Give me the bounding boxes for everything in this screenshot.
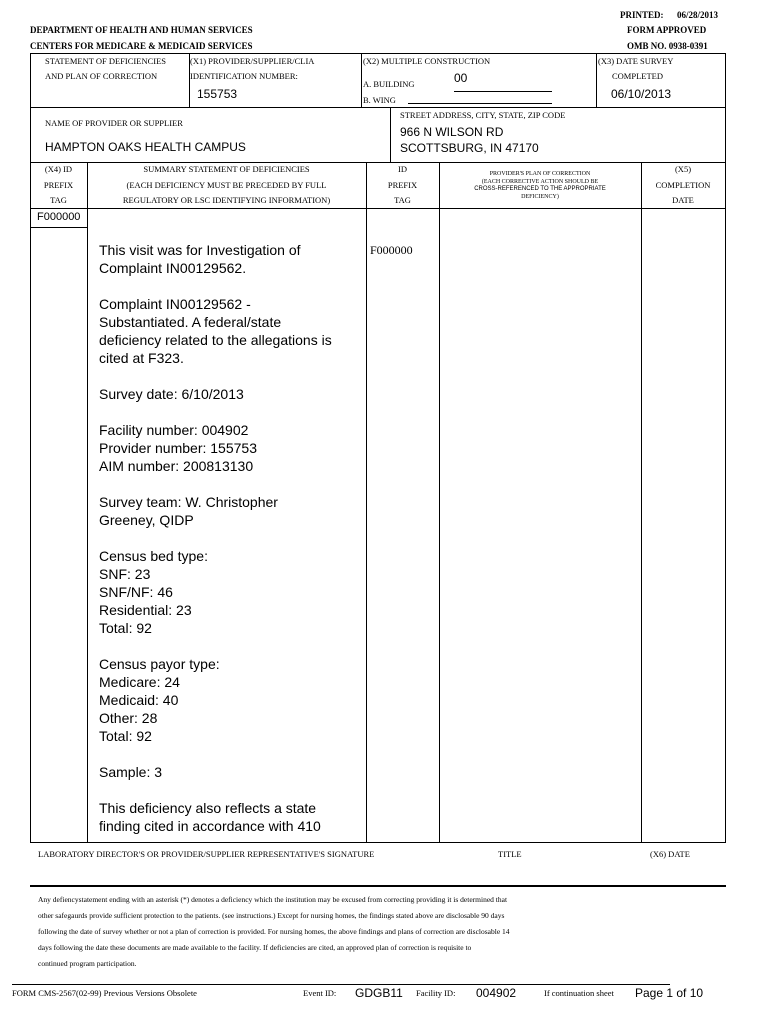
statement-line: Census bed type:: [99, 548, 208, 564]
statement-line: Residential: 23: [99, 602, 192, 618]
omb-number: OMB NO. 0938-0391: [627, 41, 708, 51]
plan-header-2: (EACH CORRECTIVE ACTION SHOULD BE: [481, 179, 599, 185]
provider-name: HAMPTON OAKS HEALTH CAMPUS: [45, 140, 246, 154]
x1-label-1: (X1) PROVIDER/SUPPLIER/CLIA: [190, 56, 315, 66]
statement-line: This deficiency also reflects a state: [99, 800, 317, 816]
summary-header-2: (EACH DEFICIENCY MUST BE PRECEDED BY FULL: [126, 180, 327, 190]
statement-label-1: STATEMENT OF DEFICIENCIES: [45, 56, 167, 66]
x1-label-2: IDENTIFICATION NUMBER:: [190, 71, 298, 81]
provider-number-field: 155753: [197, 87, 238, 101]
provider-name-label: NAME OF PROVIDER OR SUPPLIER: [45, 118, 183, 128]
id-header-2: PREFIX: [387, 180, 418, 190]
x6-date-label: (X6) DATE: [650, 849, 690, 859]
x3-label-2: COMPLETED: [612, 71, 663, 81]
statement-line: Medicaid: 40: [99, 692, 179, 708]
statement-line: Facility number: 004902: [99, 422, 249, 438]
disclaimer-line: Any defiencystatement ending with an asterisk (*) denotes a deficiency which the institution may be excused from correcting providing it is determined that: [38, 895, 508, 904]
x3-label-1: (X3) DATE SURVEY: [598, 56, 674, 66]
id-tag: F000000: [370, 243, 413, 257]
statement-line: [99, 367, 332, 385]
signature-label: LABORATORY DIRECTOR'S OR PROVIDER/SUPPLIER REPRESENTATIVE'S SIGNATURE: [38, 849, 375, 859]
statement-line: [99, 781, 332, 799]
x5-header-1: (X5): [674, 164, 692, 174]
address-line-1: 966 N WILSON RD: [400, 125, 504, 139]
statement-line: Total: 92: [99, 728, 152, 744]
plan-header-1: PROVIDER'S PLAN OF CORRECTION: [489, 171, 591, 177]
statement-line: Substantiated. A federal/state: [99, 314, 282, 330]
statement-line: Census payor type:: [99, 656, 220, 672]
printed-label: PRINTED:: [620, 10, 664, 20]
title-label: TITLE: [498, 849, 522, 859]
x2-label: (X2) MULTIPLE CONSTRUCTION: [363, 56, 491, 66]
statement-line: Complaint IN00129562 -: [99, 296, 251, 312]
x4-header-2: PREFIX: [43, 180, 74, 190]
statement-line: [99, 403, 332, 421]
id-header-3: TAG: [394, 195, 411, 205]
date-completed: 06/10/2013: [611, 87, 672, 101]
statement-line: Sample: 3: [99, 764, 163, 780]
disclaimer-line: other safegaurds provide sufficient protection to the patients. (see instructions.) Except for nursing homes, the findings stated above are disclosable 90 days: [38, 911, 505, 920]
deficiency-statement: [99, 241, 332, 835]
statement-line: Survey date: 6/10/2013: [99, 386, 244, 402]
facility-id-label: Facility ID:: [416, 988, 456, 998]
wing-label: B. WING: [363, 95, 396, 105]
statement-line: [99, 637, 332, 655]
continuation-label: If continuation sheet: [544, 988, 614, 998]
address-label: STREET ADDRESS, CITY, STATE, ZIP CODE: [400, 110, 566, 120]
statement-line: Total: 92: [99, 620, 152, 636]
facility-id-value: 004902: [476, 986, 517, 1000]
address-line-2: SCOTTSBURG, IN 47170: [400, 141, 539, 155]
statement-line: Provider number: 155753: [99, 440, 257, 456]
form-number: FORM CMS-2567(02-99) Previous Versions Obsolete: [12, 988, 197, 998]
prefix-tag: F000000: [37, 211, 81, 223]
plan-header-3: CROSS-REFERENCED TO THE APPROPRIATE: [474, 186, 606, 192]
statement-line: Medicare: 24: [99, 674, 180, 690]
statement-line: cited at F323.: [99, 350, 184, 366]
x5-header-2: COMPLETION: [655, 180, 711, 190]
plan-header-4: DEFICIENCY): [521, 194, 559, 200]
summary-header-3: REGULATORY OR LSC IDENTIFYING INFORMATION): [122, 195, 331, 205]
x4-header-3: TAG: [50, 195, 67, 205]
building-label: A. BUILDING: [363, 79, 415, 89]
x4-header-1: (X4) ID: [44, 164, 73, 174]
x5-header-3: DATE: [672, 195, 694, 205]
statement-line: This visit was for Investigation of: [99, 242, 301, 258]
page-number: Page 1 of 10: [635, 986, 704, 1000]
summary-header-1: SUMMARY STATEMENT OF DEFICIENCIES: [143, 164, 310, 174]
statement-line: [99, 277, 332, 295]
statement-line: deficiency related to the allegations is: [99, 332, 332, 348]
dept-title: DEPARTMENT OF HEALTH AND HUMAN SERVICES: [30, 25, 253, 35]
statement-line: AIM number: 200813130: [99, 458, 254, 474]
printed-date: 06/28/2013: [677, 10, 719, 20]
event-id-label: Event ID:: [303, 988, 337, 998]
id-header-1: ID: [398, 164, 407, 174]
disclaimer-line: days following the date these documents are made available to the facility. If deficiencies are cited, an approved plan of correction is requisite to: [38, 943, 472, 952]
disclaimer-text: [38, 892, 510, 972]
building-value: 00: [454, 71, 468, 85]
statement-line: [99, 745, 332, 763]
disclaimer-line: continued program participation.: [38, 959, 137, 968]
statement-line: Complaint IN00129562.: [99, 260, 247, 276]
statement-line: [99, 529, 332, 547]
statement-line: SNF: 23: [99, 566, 151, 582]
statement-line: Greeney, QIDP: [99, 512, 194, 528]
statement-label-2: AND PLAN OF CORRECTION: [45, 71, 158, 81]
statement-line: finding cited in accordance with 410: [99, 818, 321, 834]
statement-line: Other: 28: [99, 710, 158, 726]
form-approved: FORM APPROVED: [627, 25, 707, 35]
event-id-value: GDGB11: [355, 986, 403, 1000]
statement-line: SNF/NF: 46: [99, 584, 173, 600]
centers-title: CENTERS FOR MEDICARE & MEDICAID SERVICES: [30, 41, 253, 51]
statement-line: Survey team: W. Christopher: [99, 494, 278, 510]
statement-line: [99, 475, 332, 493]
disclaimer-line: following the date of survey whether or not a plan of correction is provided. For nursing homes, the above findings and plans of correction are disclosable 14: [38, 927, 510, 936]
